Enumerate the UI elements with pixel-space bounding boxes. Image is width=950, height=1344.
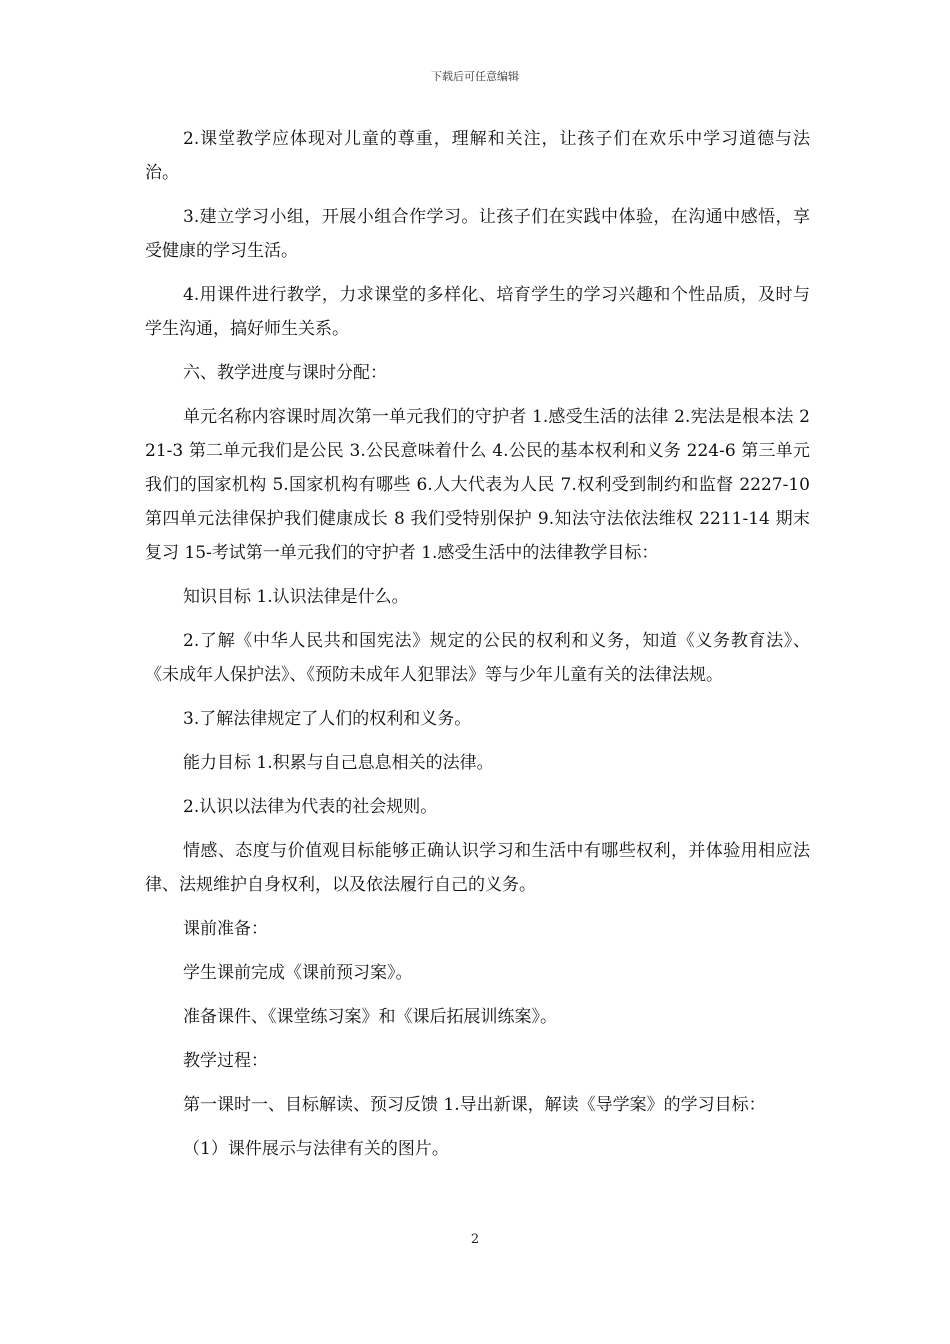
paragraph: 4.用课件进行教学，力求课堂的多样化、培育学生的学习兴趣和个性品质，及时与学生沟通，搞好师生关系。 xyxy=(145,285,810,339)
paragraph: 学生课前完成《课前预习案》。 xyxy=(183,963,413,983)
paragraph: 情感、态度与价值观目标能够正确认识学习和生活中有哪些权利，并体验用相应法律、法规维护自身权利，以及依法履行自己的义务。 xyxy=(145,841,810,895)
paragraph: 2.课堂教学应体现对儿童的尊重，理解和关注，让孩子们在欢乐中学习道德与法治。 xyxy=(145,129,810,183)
paragraph: 第一课时一、目标解读、预习反馈 1.导出新课，解读《导学案》的学习目标： xyxy=(183,1095,766,1115)
section-heading: 课前准备： xyxy=(183,919,268,939)
document-body xyxy=(145,122,810,1176)
paragraph: 准备课件、《课堂练习案》和《课后拓展训练案》。 xyxy=(183,1007,557,1027)
paragraph: 3.了解法律规定了人们的权利和义务。 xyxy=(183,709,472,729)
paragraph: 知识目标 1.认识法律是什么。 xyxy=(183,587,409,607)
paragraph: 2.了解《中华人民共和国宪法》规定的公民的权利和义务，知道《义务教育法》、《未成年人保护法》、《预防未成年人犯罪法》等与少年儿童有关的法律法规。 xyxy=(145,631,810,685)
paragraph: 2.认识以法律为代表的社会规则。 xyxy=(183,797,438,817)
paragraph: （1）课件展示与法律有关的图片。 xyxy=(183,1139,449,1159)
paragraph: 3.建立学习小组，开展小组合作学习。让孩子们在实践中体验，在沟通中感悟，享受健康的学习生活。 xyxy=(145,207,810,261)
paragraph: 能力目标 1.积累与自己息息相关的法律。 xyxy=(183,753,494,773)
section-heading: 六、教学进度与课时分配： xyxy=(183,363,387,383)
page-number: 2 xyxy=(470,1232,480,1247)
page-header: 下载后可任意编辑 xyxy=(431,70,519,83)
section-heading: 教学过程： xyxy=(183,1051,268,1071)
paragraph: 单元名称内容课时周次第一单元我们的守护者 1.感受生活的法律 2.宪法是根本法 221-3 第二单元我们是公民 3.公民意味着什么 4.公民的基本权利和义务 224-6 第三单元我们的国家机构 5.国家机构有哪些 6.人大代表为人民 7.权利受到制约和监督 2227-10 第四单元法律保护我们健康成长 8 我们受特别保护 9.知法守法依法维权 2211-14 期末复习 15-考试第一单元我们的守护者 1.感受生活中的法律教学目标： xyxy=(145,407,810,563)
